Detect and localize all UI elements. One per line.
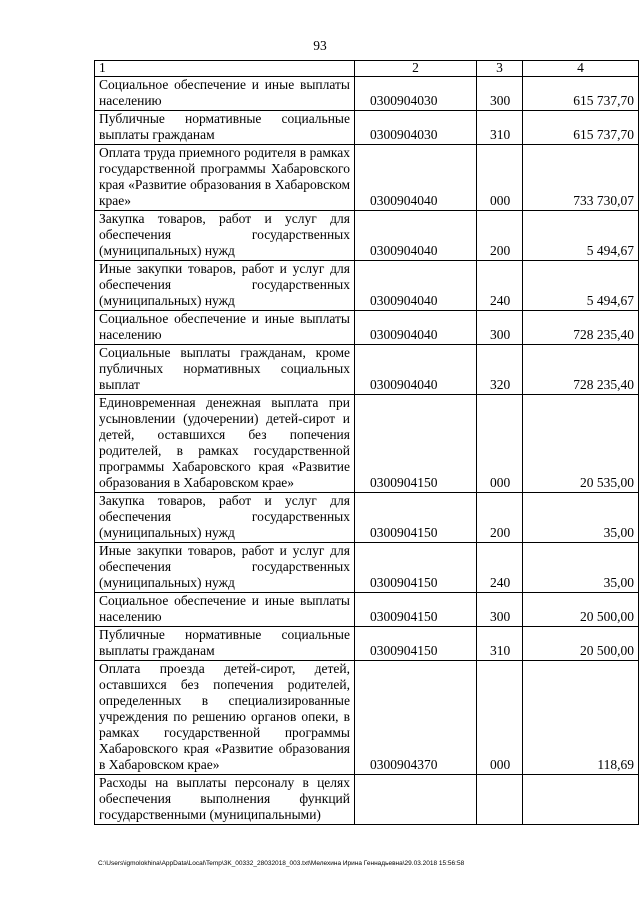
row-name-cell: Иные закупки товаров, работ и услуг для обеспечения государственных (муниципальных) нужд: [95, 261, 355, 311]
header-col-3: 3: [477, 61, 523, 77]
row-code-cell: 0300904150: [355, 395, 477, 493]
table-row: [95, 145, 639, 211]
table-row: [95, 311, 639, 345]
row-code-cell: 0300904040: [355, 211, 477, 261]
table-header-row: [95, 61, 639, 77]
row-sum-cell: 728 235,40: [523, 345, 639, 395]
row-sum-cell: 5 494,67: [523, 211, 639, 261]
row-sum-cell: 728 235,40: [523, 311, 639, 345]
row-name-cell: Оплата проезда детей-сирот, детей, оставшихся без попечения родителей, определенных в специализированные учреждения по решению органов опеки, в рамках государственной программы Хабаровского края «Развитие образования в Хабаровском крае»: [95, 661, 355, 775]
table-row: [95, 77, 639, 111]
row-sum-cell: 615 737,70: [523, 111, 639, 145]
row-name-cell: Социальные выплаты гражданам, кроме публичных нормативных социальных выплат: [95, 345, 355, 395]
table-row: [95, 211, 639, 261]
row-code-cell: 0300904150: [355, 627, 477, 661]
table-row: [95, 627, 639, 661]
table-row: [95, 261, 639, 311]
row-type-cell: 000: [477, 145, 523, 211]
row-name-cell: Социальное обеспечение и иные выплаты населению: [95, 77, 355, 111]
header-col-4: 4: [523, 61, 639, 77]
row-type-cell: 000: [477, 661, 523, 775]
row-code-cell: [355, 775, 477, 825]
header-col-2: 2: [355, 61, 477, 77]
table-body: [95, 77, 639, 825]
row-sum-cell: 20 535,00: [523, 395, 639, 493]
row-sum-cell: [523, 775, 639, 825]
row-code-cell: 0300904040: [355, 261, 477, 311]
row-sum-cell: 615 737,70: [523, 77, 639, 111]
row-type-cell: 320: [477, 345, 523, 395]
table-row: [95, 395, 639, 493]
row-type-cell: 310: [477, 627, 523, 661]
page-number: 93: [313, 38, 327, 53]
budget-table: [94, 60, 639, 825]
footer-file-path: C:\Users\igmolokhina\AppData\Local\Temp\3K_00332_28032018_003.txt\Мелехина Ирина Геннадьевна\29.03.2018 15:56:58: [98, 860, 465, 867]
table-row: [95, 543, 639, 593]
row-type-cell: [477, 775, 523, 825]
row-code-cell: 0300904030: [355, 77, 477, 111]
header-col-1: 1: [95, 61, 355, 77]
row-name-cell: Закупка товаров, работ и услуг для обеспечения государственных (муниципальных) нужд: [95, 211, 355, 261]
table-row: [95, 775, 639, 825]
row-sum-cell: 5 494,67: [523, 261, 639, 311]
row-sum-cell: 20 500,00: [523, 593, 639, 627]
table-row: [95, 493, 639, 543]
row-name-cell: Иные закупки товаров, работ и услуг для обеспечения государственных (муниципальных) нужд: [95, 543, 355, 593]
row-code-cell: 0300904150: [355, 543, 477, 593]
row-name-cell: Единовременная денежная выплата при усыновлении (удочерении) детей-сирот и детей, оставшихся без попечения родителей, в рамках государственной программы Хабаровского края «Развитие образования в Хабаровском крае»: [95, 395, 355, 493]
row-type-cell: 000: [477, 395, 523, 493]
row-type-cell: 310: [477, 111, 523, 145]
row-name-cell: Социальное обеспечение и иные выплаты населению: [95, 311, 355, 345]
row-sum-cell: 35,00: [523, 543, 639, 593]
row-sum-cell: 35,00: [523, 493, 639, 543]
row-name-cell: Социальное обеспечение и иные выплаты населению: [95, 593, 355, 627]
row-type-cell: 240: [477, 261, 523, 311]
row-code-cell: 0300904370: [355, 661, 477, 775]
row-code-cell: 0300904030: [355, 111, 477, 145]
row-sum-cell: 733 730,07: [523, 145, 639, 211]
row-code-cell: 0300904040: [355, 145, 477, 211]
row-name-cell: Публичные нормативные социальные выплаты гражданам: [95, 111, 355, 145]
row-name-cell: Расходы на выплаты персоналу в целях обеспечения выполнения функций государственными (муниципальными): [95, 775, 355, 825]
row-name-cell: Публичные нормативные социальные выплаты гражданам: [95, 627, 355, 661]
row-code-cell: 0300904040: [355, 311, 477, 345]
row-code-cell: 0300904040: [355, 345, 477, 395]
row-name-cell: Оплата труда приемного родителя в рамках государственной программы Хабаровского края «Развитие образования в Хабаровском крае»: [95, 145, 355, 211]
row-type-cell: 240: [477, 543, 523, 593]
row-code-cell: 0300904150: [355, 493, 477, 543]
table-row: [95, 661, 639, 775]
row-type-cell: 300: [477, 77, 523, 111]
table-row: [95, 345, 639, 395]
row-sum-cell: 118,69: [523, 661, 639, 775]
table-row: [95, 111, 639, 145]
row-name-cell: Закупка товаров, работ и услуг для обеспечения государственных (муниципальных) нужд: [95, 493, 355, 543]
row-sum-cell: 20 500,00: [523, 627, 639, 661]
table-row: [95, 593, 639, 627]
row-code-cell: 0300904150: [355, 593, 477, 627]
row-type-cell: 200: [477, 211, 523, 261]
row-type-cell: 300: [477, 311, 523, 345]
row-type-cell: 200: [477, 493, 523, 543]
row-type-cell: 300: [477, 593, 523, 627]
